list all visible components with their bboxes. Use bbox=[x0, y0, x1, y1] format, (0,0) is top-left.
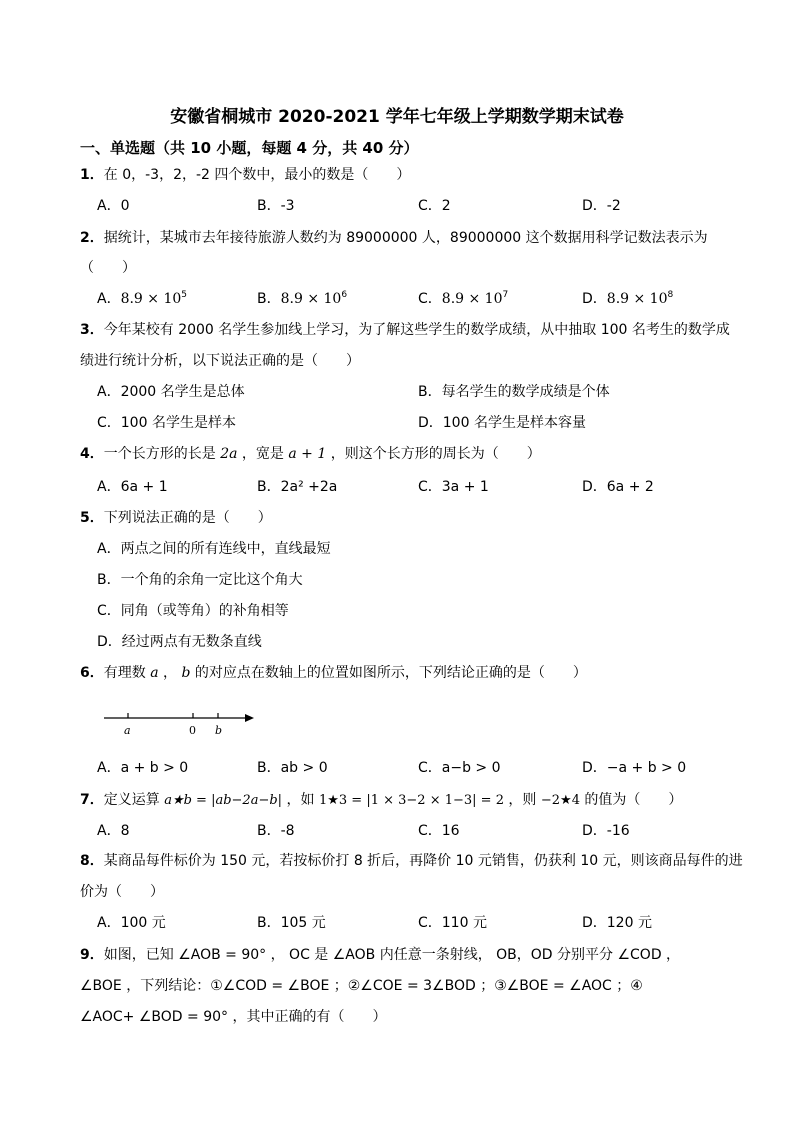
option-b: B．-8 bbox=[257, 823, 295, 839]
option-letter: C． bbox=[418, 291, 442, 307]
operation-definition: a★b = |ab−2a−b| bbox=[164, 793, 283, 808]
question-number: 1． bbox=[80, 167, 104, 183]
math-expression: 2a bbox=[220, 446, 238, 462]
option-base: 8.9 × 10 bbox=[441, 291, 503, 307]
question-1 bbox=[80, 165, 410, 185]
question-stem-continued: ∠BOE ，下列结论：①∠COD = ∠BOE ；②∠COE = 3∠BOD ；③∠BOE = ∠AOC ；④ bbox=[80, 978, 643, 994]
question-stem: 今年某校有 2000 名学生参加线上学习，为了解这些学生的数学成绩，从中抽取 100 名考生的数学成 bbox=[103, 322, 730, 338]
option-base: 8.9 × 10 bbox=[606, 291, 668, 307]
option-d bbox=[582, 289, 673, 309]
question-number: 7． bbox=[80, 792, 104, 808]
question-6 bbox=[80, 663, 587, 683]
separator: ， bbox=[163, 665, 178, 681]
option-d: D．-2 bbox=[582, 198, 621, 214]
option-letter: A． bbox=[97, 291, 121, 307]
question-stem-continued: 价为（ ） bbox=[80, 884, 164, 900]
label-a: a bbox=[124, 724, 131, 737]
option-d: D．−a + b > 0 bbox=[582, 760, 687, 776]
question-stem: 某商品每件标价为 150 元，若按标价打 8 折后，再降价 10 元销售，仍获利 10 元，则该商品每件的进 bbox=[103, 853, 743, 869]
option-d: D．6a + 2 bbox=[582, 479, 654, 495]
question-2 bbox=[80, 228, 708, 248]
option-base: 8.9 × 10 bbox=[280, 291, 342, 307]
question-stem: ，则 bbox=[508, 792, 537, 808]
question-stem: 的对应点在数轴上的位置如图所示，下列结论正确的是（ ） bbox=[194, 665, 587, 681]
page-title: 安徽省桐城市 2020-2021 学年七年级上学期数学期末试卷 bbox=[170, 107, 624, 127]
section-heading: 一、单选题（共 10 小题，每题 4 分，共 40 分） bbox=[80, 139, 419, 157]
label-0: 0 bbox=[189, 724, 196, 737]
question-stem: ，宽是 bbox=[241, 446, 284, 462]
math-expression: a + 1 bbox=[288, 446, 327, 462]
option-exponent: 6 bbox=[341, 290, 348, 300]
option-letter: D． bbox=[582, 291, 607, 307]
option-d: D．-16 bbox=[582, 823, 630, 839]
question-stem: ，如 bbox=[286, 792, 315, 808]
question-stem: ，则这个长方形的周长为（ ） bbox=[330, 446, 541, 462]
question-5 bbox=[80, 508, 272, 528]
option-b: B．2a² +2a bbox=[257, 479, 338, 495]
option-b bbox=[257, 289, 347, 309]
option-a: A．2000 名学生是总体 bbox=[97, 384, 245, 400]
option-c: C．2 bbox=[418, 198, 451, 214]
question-stem: 如图，已知 ∠AOB = 90° ， OC 是 ∠AOB 内任意一条射线， OB，OD 分别平分 ∠COD ， bbox=[103, 947, 681, 963]
question-stem-continued: ∠AOC+ ∠BOD = 90° ，其中正确的有（ ） bbox=[80, 1009, 387, 1025]
option-a: A．6a + 1 bbox=[97, 479, 168, 495]
question-stem: 有理数 bbox=[103, 665, 146, 681]
operation-example: 1★3 = |1 × 3−2 × 1−3| = 2 bbox=[318, 793, 504, 808]
question-number: 4． bbox=[80, 446, 104, 462]
question-stem: 在 0，-3，2，-2 四个数中，最小的数是（ ） bbox=[103, 167, 411, 183]
option-c: C．16 bbox=[418, 823, 460, 839]
question-stem: 下列说法正确的是（ ） bbox=[103, 510, 272, 526]
option-b: B．-3 bbox=[257, 198, 295, 214]
question-3 bbox=[80, 320, 730, 340]
question-stem-continued: 绩进行统计分析，以下说法正确的是（ ） bbox=[80, 353, 360, 369]
option-b: B．105 元 bbox=[257, 915, 326, 931]
option-a: A．两点之间的所有连线中，直线最短 bbox=[97, 541, 331, 557]
option-b: B．ab > 0 bbox=[257, 760, 328, 776]
variable-b: b bbox=[181, 665, 191, 681]
label-b: b bbox=[215, 724, 223, 737]
option-c: C．110 元 bbox=[418, 915, 487, 931]
question-4 bbox=[80, 444, 541, 464]
question-8 bbox=[80, 851, 743, 871]
option-a: A．100 元 bbox=[97, 915, 166, 931]
option-c: C．100 名学生是样本 bbox=[97, 415, 236, 431]
option-c bbox=[418, 289, 508, 309]
question-number: 5． bbox=[80, 510, 104, 526]
question-9 bbox=[80, 945, 680, 965]
option-exponent: 7 bbox=[502, 290, 509, 300]
question-number: 8． bbox=[80, 853, 104, 869]
question-number: 3． bbox=[80, 322, 104, 338]
option-base: 8.9 × 10 bbox=[120, 291, 182, 307]
option-a bbox=[97, 289, 187, 309]
number-line-figure bbox=[100, 706, 260, 742]
question-number: 9． bbox=[80, 947, 104, 963]
option-c: C．3a + 1 bbox=[418, 479, 489, 495]
option-exponent: 8 bbox=[667, 290, 674, 300]
option-d: D．100 名学生是样本容量 bbox=[418, 415, 586, 431]
option-c: C．a−b > 0 bbox=[418, 760, 501, 776]
variable-a: a bbox=[150, 665, 159, 681]
question-stem: 据统计，某城市去年接待旅游人数约为 89000000 人，89000000 这个数据用科学记数法表示为 bbox=[103, 230, 708, 246]
option-letter: B． bbox=[257, 291, 281, 307]
option-d: D．经过两点有无数条直线 bbox=[97, 634, 262, 650]
option-exponent: 5 bbox=[181, 290, 188, 300]
option-a: A．0 bbox=[97, 198, 130, 214]
question-stem: 定义运算 bbox=[103, 792, 160, 808]
question-7 bbox=[80, 790, 682, 811]
question-stem: 的值为（ ） bbox=[584, 792, 683, 808]
question-stem: 一个长方形的长是 bbox=[103, 446, 216, 462]
operation-target: −2★4 bbox=[540, 793, 580, 808]
number-line-arrow bbox=[245, 714, 254, 722]
option-a: A．a + b > 0 bbox=[97, 760, 189, 776]
option-b: B．每名学生的数学成绩是个体 bbox=[418, 384, 610, 400]
option-c: C．同角（或等角）的补角相等 bbox=[97, 603, 289, 619]
option-a: A．8 bbox=[97, 823, 130, 839]
question-number: 2． bbox=[80, 230, 104, 246]
question-number: 6． bbox=[80, 665, 104, 681]
option-b: B．一个角的余角一定比这个角大 bbox=[97, 572, 303, 588]
question-stem-continued: （ ） bbox=[80, 260, 136, 276]
option-d: D．120 元 bbox=[582, 915, 652, 931]
